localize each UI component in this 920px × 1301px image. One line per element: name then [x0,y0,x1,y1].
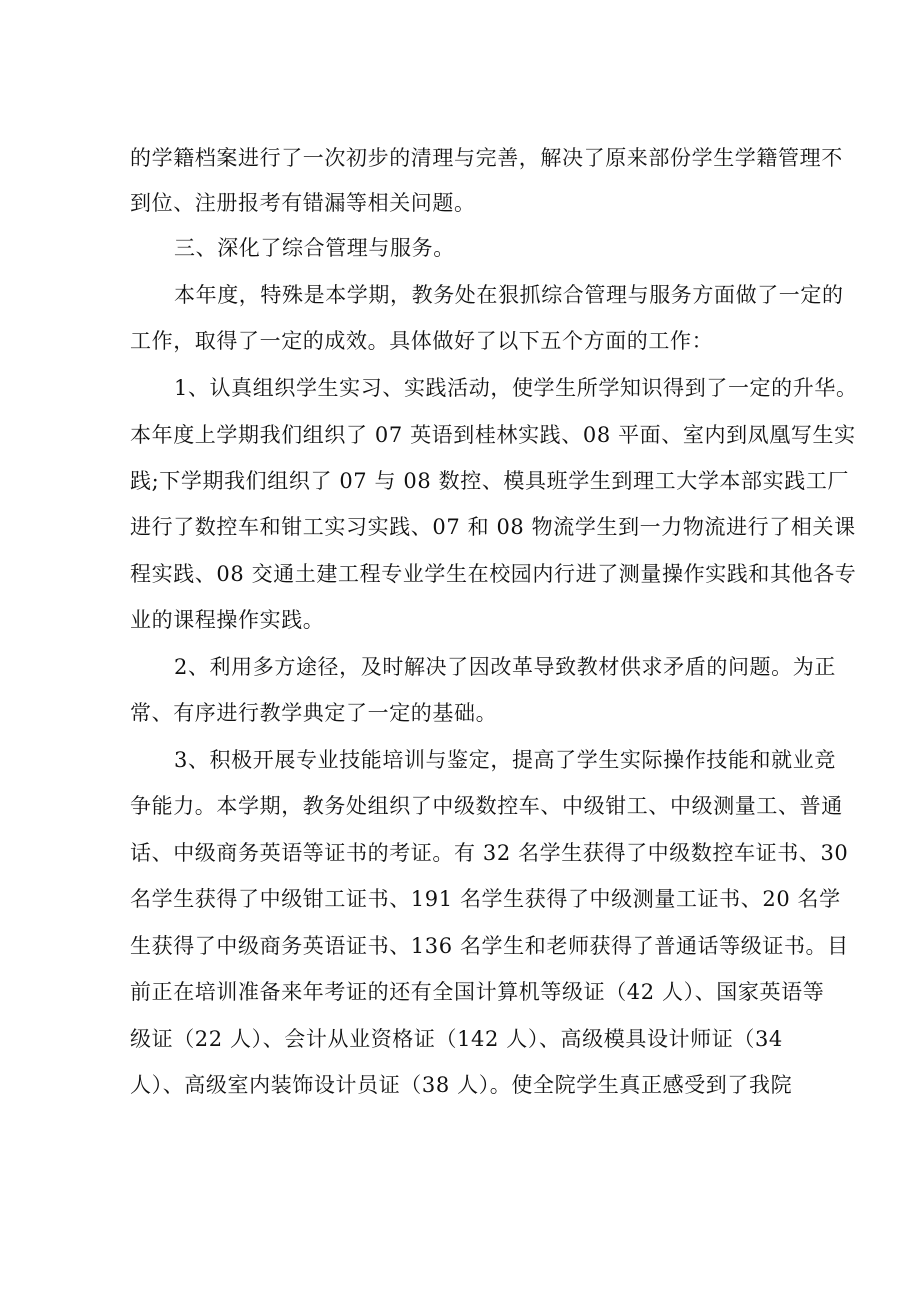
text-line: 人）、高级室内装饰设计员证（38 人）。使全院学生真正感受到了我院 [130,1073,793,1097]
text-line: 3、积极开展专业技能培训与鉴定，提高了学生实际操作技能和就业竞 [174,748,836,772]
text-line: 的学籍档案进行了一次初步的清理与完善，解决了原来部份学生学籍管理不 [130,146,843,170]
text-line: 进行了数控车和钳工实习实践、07 和 08 物流学生到一力物流进行了相关课 [130,515,856,539]
text-line: 到位、注册报考有错漏等相关问题。 [130,191,476,215]
text-line: 程实践、08 交通土建工程专业学生在校园内行进了测量操作实践和其他各专 [130,562,857,586]
text-line: 业的课程操作实践。 [130,608,325,632]
text-line: 名学生获得了中级钳工证书、191 名学生获得了中级测量工证书、20 名学 [130,887,841,911]
text-line: 本年度，特殊是本学期，教务处在狠抓综合管理与服务方面做了一定的 [174,283,844,307]
text-line: 工作，取得了一定的成效。具体做好了以下五个方面的工作： [130,329,714,353]
text-line: 本年度上学期我们组织了 07 英语到桂林实践、08 平面、室内到凤凰写生实 [130,423,856,447]
section-heading: 三、深化了综合管理与服务。 [174,236,455,260]
text-line: 2、利用多方途径，及时解决了因改革导致教材供求矛盾的问题。为正 [174,655,836,679]
text-line: 话、中级商务英语等证书的考证。有 32 名学生获得了中级数控车证书、30 [130,841,849,865]
text-line: 生获得了中级商务英语证书、136 名学生和老师获得了普通话等级证书。目 [130,934,849,958]
text-line: 践;下学期我们组织了 07 与 08 数控、模具班学生到理工大学本部实践工厂 [130,469,850,493]
text-line: 1、认真组织学生实习、实践活动，使学生所学知识得到了一定的升华。 [174,376,858,400]
text-line: 前正在培训准备来年考证的还有全国计算机等级证（42 人）、国家英语等 [130,980,825,1004]
text-line: 争能力。本学期，教务处组织了中级数控车、中级钳工、中级测量工、普通 [130,794,843,818]
text-line: 级证（22 人）、会计从业资格证（142 人）、高级模具设计师证（34 [130,1027,783,1051]
text-line: 常、有序进行教学典定了一定的基础。 [130,701,498,725]
